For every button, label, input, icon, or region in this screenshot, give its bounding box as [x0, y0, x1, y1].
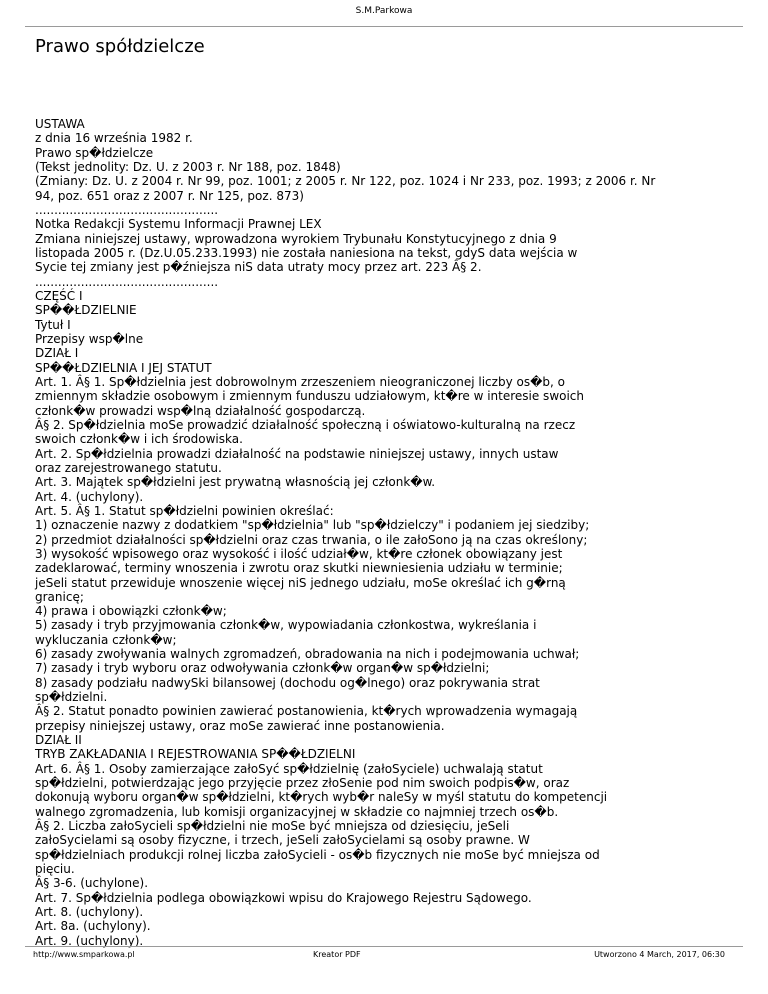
text-line: wykluczania członk�w; — [35, 632, 177, 647]
text-line: 4) prawa i obowiązki członk�w; — [35, 604, 227, 619]
document-body — [35, 117, 735, 948]
text-line: Zmiana niniejszej ustawy, wprowadzona wyrokiem Trybunału Konstytucyjnego z dnia 9 — [35, 231, 557, 246]
text-line: Przepisy wsp�lne — [35, 331, 144, 346]
text-line: ................................................ — [35, 274, 219, 289]
text-line: 2) przedmiot działalności sp�łdzielni oraz czas trwania, o ile załoSono ją na czas określony; — [35, 532, 588, 547]
text-line: Art. 9. (uchylony). — [35, 933, 144, 948]
text-line: USTAWA — [35, 117, 85, 131]
text-line: sp�łdzielniach produkcji rolnej liczba załoSycieli - os�b fizycznych nie moSe być mniejsza od — [35, 847, 600, 862]
text-line: Â§ 2. Liczba załoSycieli sp�łdzielni nie moSe być mniejsza od dziesięciu, jeSeli — [35, 819, 510, 834]
text-line: Â§ 3-6. (uchylone). — [35, 876, 149, 891]
footer-created: Utworzono 4 March, 2017, 06:30 — [594, 950, 725, 959]
text-line: (Tekst jednolity: Dz. U. z 2003 r. Nr 188, poz. 1848) — [35, 159, 341, 174]
text-line: jeSeli statut przewiduje wnoszenie więcej niS jednego udziału, moSe określać ich g�rną — [35, 575, 566, 590]
text-line: 8) zasady podziału nadwySki bilansowej (dochodu og�lnego) oraz pokrywania strat — [35, 675, 540, 690]
text-line: Art. 7. Sp�łdzielnia podlega obowiązkowi wpisu do Krajowego Rejestru Sądowego. — [35, 890, 532, 905]
text-line: członk�w prowadzi wsp�lną działalność gospodarczą. — [35, 403, 366, 418]
text-line: (Zmiany: Dz. U. z 2004 r. Nr 99, poz. 1001; z 2005 r. Nr 122, poz. 1024 i Nr 233, poz. 1993; z 2006 r. Nr — [35, 174, 656, 189]
text-line: z dnia 16 września 1982 r. — [35, 131, 193, 146]
text-line: Art. 2. Sp�łdzielnia prowadzi działalność na podstawie niniejszej ustawy, innych ustaw — [35, 446, 559, 461]
text-line: Â§ 2. Sp�łdzielnia moSe prowadzić działalność społeczną i oświatowo-kulturalną na rzecz — [35, 417, 576, 432]
text-line: 94, poz. 651 oraz z 2007 r. Nr 125, poz. 873) — [35, 188, 304, 203]
text-line: zadeklarować, terminy wnoszenia i zwrotu oraz skutki niewniesienia udziału w terminie; — [35, 561, 563, 576]
text-line: ................................................ — [35, 202, 219, 217]
page-footer — [25, 946, 743, 961]
text-line: 1) oznaczenie nazwy z dodatkiem "sp�łdzielnia" lub "sp�łdzielczy" i podaniem jej siedziby; — [35, 518, 590, 533]
text-line: Sycie tej zmiany jest p�źniejsza niS data utraty mocy przez art. 223 Â§ 2. — [35, 260, 482, 275]
text-line: walnego zgromadzenia, lub komisji organizacyjnej w składzie co najmniej trzech os�b. — [35, 804, 559, 819]
text-line: Notka Redakcji Systemu Informacji Prawnej LEX — [35, 217, 322, 232]
text-line: granicę; — [35, 589, 84, 604]
text-line: 3) wysokość wpisowego oraz wysokość i ilość udział�w, kt�re członek obowiązany jest — [35, 546, 563, 561]
text-line: przepisy niniejszej ustawy, oraz moSe zawierać inne postanowienia. — [35, 718, 445, 733]
text-line: Art. 8. (uchylony). — [35, 905, 144, 920]
text-line: sp�łdzielni. — [35, 690, 108, 705]
page-title: Prawo spółdzielcze — [35, 36, 205, 57]
text-line: dokonują wyboru organ�w sp�łdzielni, kt�rych wyb�r naleSy w myśl statutu do kompetencji — [35, 790, 608, 805]
text-line: Art. 6. Â§ 1. Osoby zamierzające załoSyć sp�łdzielnię (załoSyciele) uchwalają statut — [35, 761, 543, 776]
text-line: sp�łdzielni, potwierdzając jego przyjęcie przez złoSenie pod nim swoich podpis�w, oraz — [35, 776, 570, 791]
text-line: Art. 4. (uchylony). — [35, 489, 144, 504]
text-line: listopada 2005 r. (Dz.U.05.233.1993) nie została naniesiona na tekst, gdyS data wejścia w — [35, 245, 578, 260]
text-line: DZIAŁ II — [35, 733, 82, 748]
site-name: S.M.Parkowa — [355, 6, 413, 16]
text-line: załoSycielami są osoby fizyczne, i trzech, jeSeli załoSycielami są osoby prawne. W — [35, 833, 530, 848]
text-line: zmiennym składzie osobowym i zmiennym funduszu udziałowym, kt�re w interesie swoich — [35, 389, 585, 404]
text-line: SP��ŁDZIELNIA I JEJ STATUT — [35, 360, 212, 375]
text-line: DZIAŁ I — [35, 346, 79, 361]
text-line: TRYB ZAKŁADANIA I REJESTROWANIA SP��ŁDZIELNI — [35, 747, 356, 762]
text-line: 6) zasady zwoływania walnych zgromadzeń, obradowania na nich i podejmowania uchwał; — [35, 647, 580, 662]
footer-url[interactable]: http://www.smparkowa.pl — [33, 950, 135, 959]
text-line: CZĘŚĆ I — [35, 288, 83, 303]
text-line: Art. 8a. (uchylony). — [35, 919, 151, 934]
text-line: 7) zasady i tryb wyboru oraz odwoływania członk�w organ�w sp�łdzielni; — [35, 661, 490, 676]
text-line: pięciu. — [35, 862, 75, 877]
text-line: Tytuł I — [35, 317, 71, 332]
text-line: Art. 1. Â§ 1. Sp�łdzielnia jest dobrowolnym zrzeszeniem nieograniczonej liczby os�b, o — [35, 374, 565, 389]
text-line: swoich członk�w i ich środowiska. — [35, 432, 243, 447]
text-line: 5) zasady i tryb przyjmowania członk�w, wypowiadania członkostwa, wykreślania i — [35, 618, 537, 633]
text-line: SP��ŁDZIELNIE — [35, 303, 137, 318]
text-line: oraz zarejestrowanego statutu. — [35, 460, 222, 475]
footer-creator: Kreator PDF — [313, 950, 361, 959]
text-line: Prawo sp�łdzielcze — [35, 145, 154, 160]
page-header — [25, 0, 743, 27]
text-line: Â§ 2. Statut ponadto powinien zawierać postanowienia, kt�rych wprowadzenia wymagają — [35, 704, 578, 719]
text-line: Art. 5. Â§ 1. Statut sp�łdzielni powinien określać: — [35, 503, 334, 518]
text-line: Art. 3. Majątek sp�łdzielni jest prywatną własnością jej członk�w. — [35, 475, 436, 490]
